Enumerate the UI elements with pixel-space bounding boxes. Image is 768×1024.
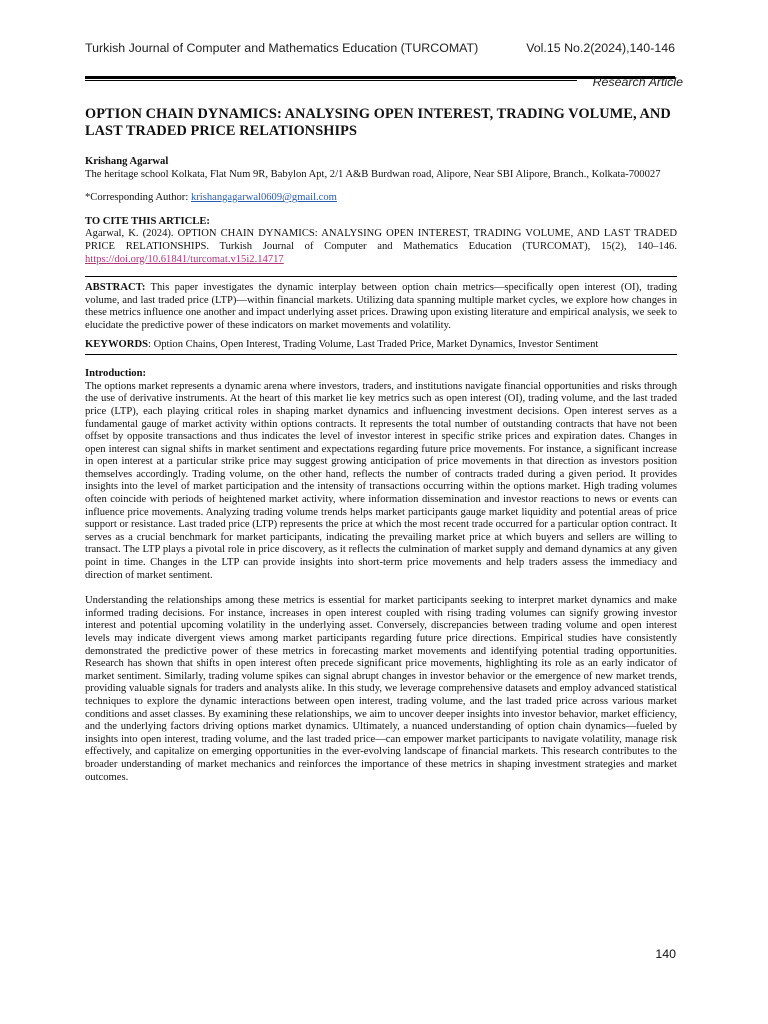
intro-paragraph-1: The options market represents a dynamic arena where investors, traders, and institutions navigate financial opportunities and risks through the use of derivative instruments. At the heart of this market lie key metrics such as open interest (OI), trading volume, and the last traded price (LTP), each playing critical roles in shaping market dynamics and influencing investment decisions. Open interest serves as a fundamental gauge of market activity within options contracts. It represents the total number of outstanding contracts that have not been offset by opposite transactions and thus indicates the level of investor interest in specific strike prices and expiration dates. Changes in open interest can signal shifts in market sentiment and expectations regarding future price movements. For instance, a significant increase in open interest at a particular strike price may suggest growing anticipation of price movements in that direction as investors position themselves accordingly. Trading volume, on the other hand, reflects the number of contracts traded during a given period. It provides insights into the level of market participation and the intensity of transactions occurring within the options market. High trading volumes often coincide with periods of heightened market activity, where information dissemination and investor reactions to news or events can influence price movements. Analyzing trading volume trends helps market participants gauge market liquidity and potential areas of price support or resistance. Last traded price (LTP) represents the price at which the most recent trade occurred for a particular option contract. It serves as a crucial benchmark for market participants, indicating the prevailing market price at which buyers and sellers are willing to transact. The LTP plays a pivotal role in price discovery, as it reflects the culmination of market supply and demand dynamics at any given point in time. Changes in the LTP can provide insights into short-term price movements and help traders assess the immediacy and direction of market sentiment.	[85, 380, 677, 581]
keywords-label: KEYWORDS	[85, 338, 148, 350]
section-heading-introduction: Introduction:	[85, 368, 147, 380]
abstract-text: This paper investigates the dynamic interplay between option chain metrics—specifically open interest (OI), trading volume, and last traded price (LTP)—within financial markets. Utilizing data spanning multiple market cycles, we explore how changes in these metrics influence one another and impact underlying asset prices. Drawing upon existing literature and empirical analysis, we seek to elucidate the predictive power of these indicators on market movements and volatility.	[85, 282, 677, 331]
citation-block	[85, 228, 677, 266]
article-body	[85, 106, 677, 797]
journal-name: Turkish Journal of Computer and Mathematics Education (TURCOMAT)	[85, 41, 479, 55]
keywords	[85, 339, 677, 352]
corresponding-label: *Corresponding Author:	[85, 192, 189, 204]
volume-info: Vol.15 No.2(2024),140-146	[526, 41, 675, 55]
abstract-label: ABSTRACT:	[85, 282, 146, 294]
author-name: Krishang Agarwal	[85, 156, 169, 167]
header-rule-thick	[85, 76, 675, 79]
corresponding-author	[85, 192, 677, 205]
keywords-text: : Option Chains, Open Interest, Trading Volume, Last Traded Price, Market Dynamics, Investor Sentiment	[147, 338, 599, 350]
header-rule-thin	[85, 80, 577, 81]
keywords-rule	[85, 354, 677, 355]
author-email-link[interactable]: krishangagarwal0609@gmail.com	[190, 192, 337, 204]
author-affiliation: The heritage school Kolkata, Flat Num 9R, Babylon Apt, 2/1 A&B Burdwan road, Alipore, Near SBI Alipore, Branch., Kolkata-700027	[85, 168, 661, 180]
intro-paragraph-2: Understanding the relationships among these metrics is essential for market participants seeking to interpret market dynamics and make informed trading decisions. For instance, increases in open interest coupled with rising trading volumes can signify growing investor interest and potential upcoming volatility in the underlying asset. Conversely, discrepancies between trading volume and open interest levels may indicate divergent views among market participants regarding future price directions. Empirical studies have consistently demonstrated the predictive power of these metrics in forecasting market movements and identifying potential trading opportunities. Research has shown that shifts in open interest often precede significant price movements, highlighting its role as an early indicator of market sentiment. Similarly, trading volume spikes can signal abrupt changes in investor behavior or the emergence of new market trends, providing valuable signals for traders and analysts alike. In this study, we leverage comprehensive datasets and employ advanced statistical techniques to explore the dynamic interactions between open interest, trading volume, and the last traded price across various market conditions and asset classes. By examining these relationships, we aim to uncover deeper insights into investor behavior, market efficiency, and the underlying factors driving options market dynamics. Ultimately, a nuanced understanding of option chain dynamics—fueled by insights into open interest, trading volume, and the last traded price—can empower market participants to navigate volatility, manage risk effectively, and capitalize on emerging opportunities in the ever-evolving landscape of financial markets. This research contributes to the broader understanding of market mechanics and reinforces the importance of these metrics in shaping investment strategies and market outcomes.	[85, 595, 677, 783]
article-type-label: Research Article	[592, 75, 683, 89]
abstract-rule	[85, 276, 677, 277]
paper-title: OPTION CHAIN DYNAMICS: ANALYSING OPEN INTEREST, TRADING VOLUME, AND LAST TRADED PRICE RELATIONSHIPS	[85, 106, 671, 139]
doi-link[interactable]: https://doi.org/10.61841/turcomat.v15i2.14717	[85, 253, 284, 265]
cite-heading: TO CITE THIS ARTICLE:	[85, 215, 210, 227]
page-number: 140	[655, 947, 676, 961]
citation-text: Agarwal, K. (2024). OPTION CHAIN DYNAMICS: ANALYSING OPEN INTEREST, TRADING VOLUME, AND LAST TRADED PRICE RELATIONSHIPS. Turkish Journal of Computer and Mathematics Education (TURCOMAT), 15(2), 140–146.	[85, 228, 677, 252]
abstract	[85, 282, 677, 332]
